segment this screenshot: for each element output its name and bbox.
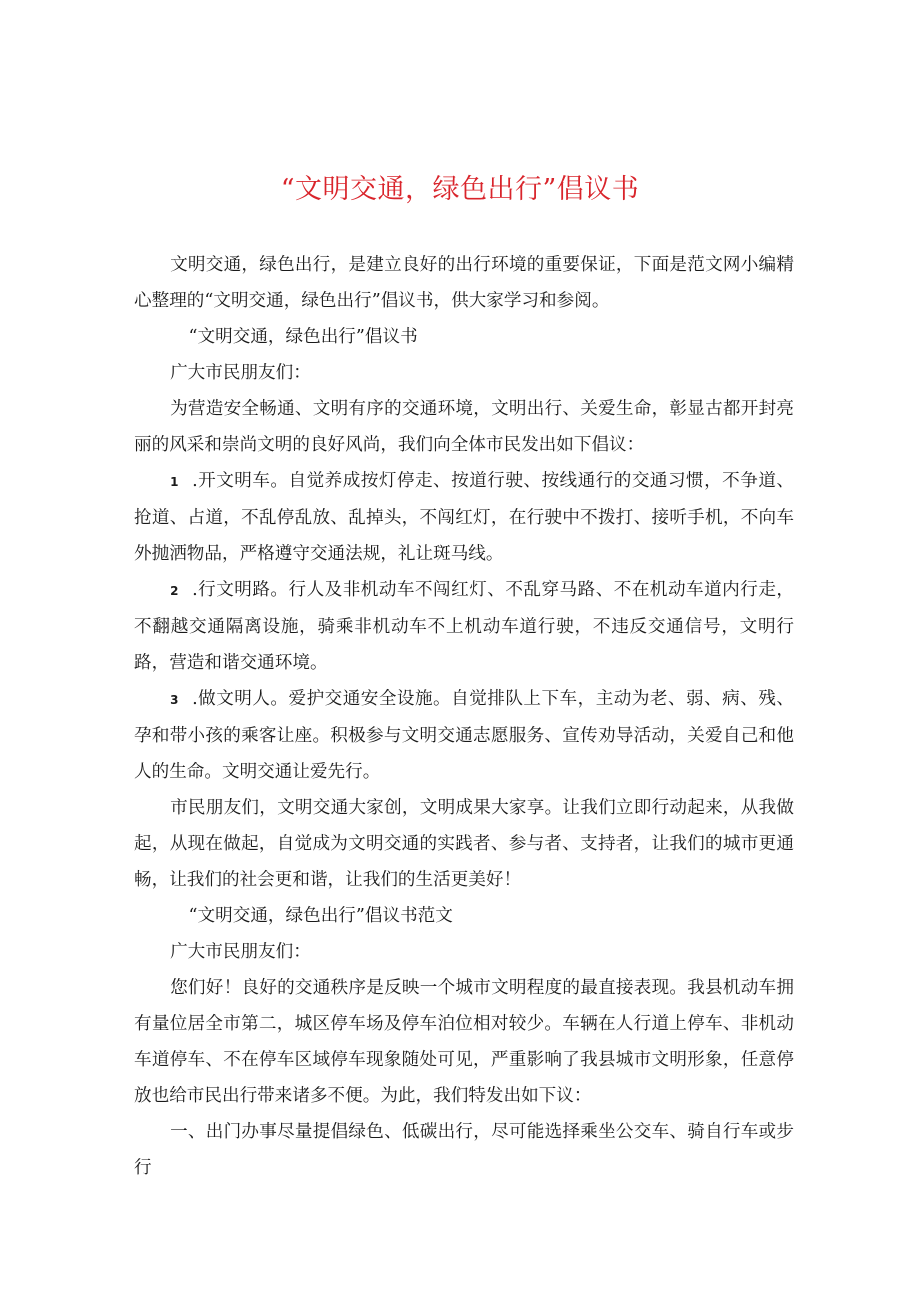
item-text: .行文明路。行人及非机动车不闯红灯、不乱穿马路、不在机动车道内行走，不翻越交通隔离设施，骑乘非机动车不上机动车道行驶，不违反交通信号，文明行路，营造和谐交通环境。 xyxy=(134,580,794,673)
subtitle-paragraph: “文明交通，绿色出行”倡议书 xyxy=(188,327,418,347)
numbered-paragraph xyxy=(134,681,794,790)
item-text: .开文明车。自觉养成按灯停走、按道行驶、按线通行的交通习惯，不争道、抢道、占道，不乱停乱放、乱掉头，不闯红灯，在行驶中不拨打、接听手机，不向车外抛洒物品，严格遵守交通法规，礼让斑马线。 xyxy=(134,471,794,564)
body-paragraph: 市民朋友们，文明交通大家创，文明成果大家享。让我们立即行动起来，从我做起，从现在做起，自觉成为文明交通的实践者、参与者、支持者，让我们的城市更通畅，让我们的社会更和谐，让我们的生活更美好！ xyxy=(134,798,794,890)
document-title: “文明交通，绿色出行”倡议书 xyxy=(280,174,640,205)
numbered-paragraph xyxy=(134,572,794,681)
item-text: .做文明人。爱护交通安全设施。自觉排队上下车，主动为老、弱、病、残、孕和带小孩的乘客让座。积极参与文明交通志愿服务、宣传劝导活动，关爱自己和他人的生命。文明交通让爱先行。 xyxy=(134,689,794,782)
intro-paragraph: 文明交通，绿色出行，是建立良好的出行环境的重要保证，下面是范文网小编精心整理的“文明交通，绿色出行”倡议书，供大家学习和参阅。 xyxy=(134,255,794,311)
item-number: 2 xyxy=(170,584,179,598)
document-body xyxy=(134,247,794,1186)
salutation-paragraph: 广大市民朋友们： xyxy=(170,942,311,962)
numbered-paragraph xyxy=(134,463,794,572)
body-paragraph: 为营造安全畅通、文明有序的交通环境，文明出行、关爱生命，彰显古都开封亮丽的风采和崇尚文明的良好风尚，我们向全体市民发出如下倡议： xyxy=(134,399,794,455)
body-paragraph: 一、出门办事尽量提倡绿色、低碳出行，尽可能选择乘坐公交车、骑自行车或步行 xyxy=(134,1122,794,1178)
body-paragraph: 您们好！良好的交通秩序是反映一个城市文明程度的最直接表现。我县机动车拥有量位居全市第二，城区停车场及停车泊位相对较少。车辆在人行道上停车、非机动车道停车、不在停车区域停车现象随处可见，严重影响了我县城市文明形象，任意停放也给市民出行带来诸多不便。为此，我们特发出如下议： xyxy=(134,978,794,1106)
salutation-paragraph: 广大市民朋友们： xyxy=(170,363,311,383)
item-number: 1 xyxy=(170,475,179,489)
subtitle-paragraph: “文明交通，绿色出行”倡议书范文 xyxy=(188,906,453,926)
item-number: 3 xyxy=(170,693,179,707)
